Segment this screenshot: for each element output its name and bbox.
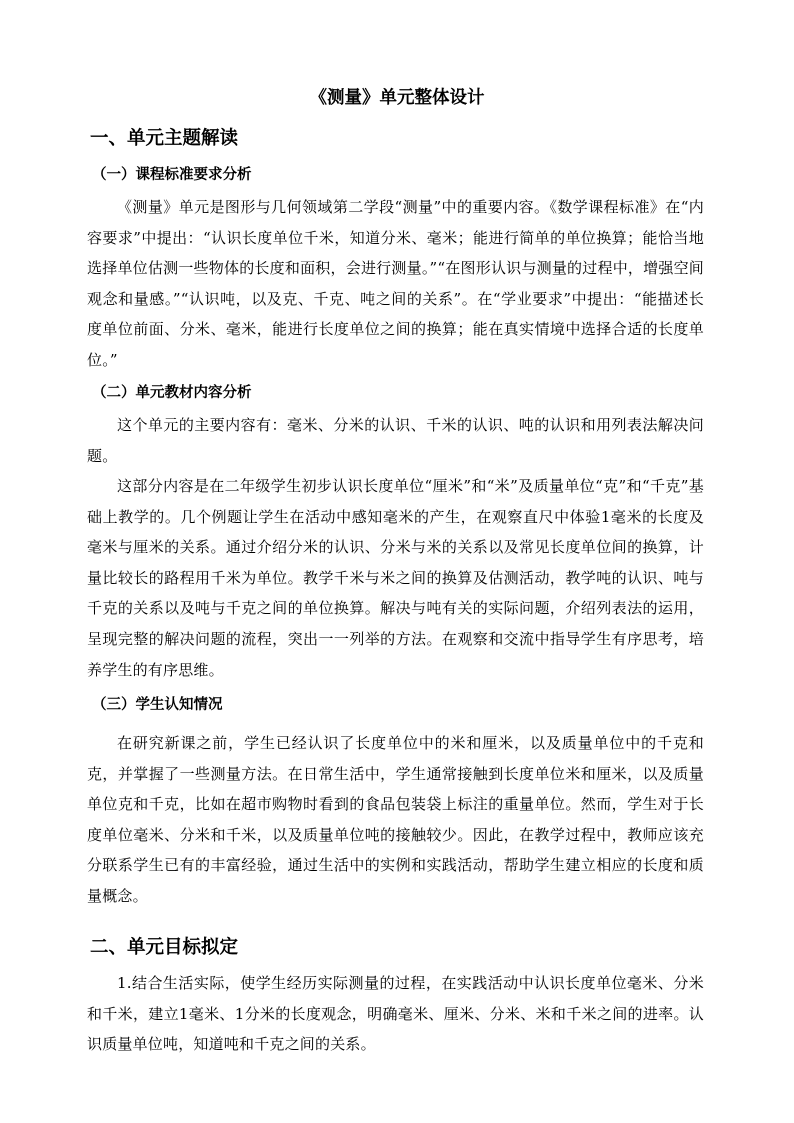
document-title: 《测量》单元整体设计 — [309, 88, 485, 108]
paragraph-textbook-content-2: 这部分内容是在二年级学生初步认识长度单位“厘米”和“米”及质量单位“克”和“千克”基础上教学的。几个例题让学生在活动中感知毫米的产生，在观察直尺中体验1毫米的长度及毫米与厘米的关系。通过介绍分米的认识、分米与米的关系以及常见长度单位间的换算，计量比较长的路程用千米为单位。教学千米与米之间的换算及估测活动，教学吨的认识、吨与千克的关系以及吨与千克之间的单位换算。解决与吨有关的实际问题，介绍列表法的运用，呈现完整的解决问题的流程，突出一一列举的方法。在观察和交流中指导学生有序思考，培养学生的有序思维。 — [87, 477, 704, 679]
subsection-heading-student-cognition: （三）学生认知情况 — [92, 697, 223, 713]
paragraph-textbook-content-1: 这个单元的主要内容有：毫米、分米的认识、千米的认识、吨的认识和用列表法解决问题。 — [87, 416, 704, 465]
section-heading-theme-interpretation: 一、单元主题解读 — [90, 128, 239, 149]
paragraph-curriculum-standards: 《测量》单元是图形与几何领域第二学段“测量”中的重要内容。《数学课程标准》在“内容要求”中提出：“认识长度单位千米，知道分米、毫米；能进行简单的单位换算；能恰当地选择单位估测一些物体的长度和面积，会进行测量。”“在图形认识与测量的过程中，增强空间观念和量感。”“认识吨，以及克、千克、吨之间的关系”。在“学业要求”中提出：“能描述长度单位前面、分米、毫米，能进行长度单位之间的换算；能在真实情境中选择合适的长度单位。” — [87, 198, 704, 369]
subsection-heading-curriculum-standards: （一）课程标准要求分析 — [92, 167, 252, 183]
subsection-heading-textbook-content: （二）单元教材内容分析 — [92, 385, 252, 401]
section-heading-unit-objectives: 二、单元目标拟定 — [90, 937, 239, 958]
objective-item-1: 1.结合生活实际，使学生经历实际测量的过程，在实践活动中认识长度单位毫米、分米和千米，建立1毫米、1分米的长度观念，明确毫米、厘米、分米、米和千米之间的进率。认识质量单位吨，知道吨和千克之间的关系。 — [87, 974, 704, 1054]
paragraph-student-cognition: 在研究新课之前，学生已经认识了长度单位中的米和厘米，以及质量单位中的千克和克，并掌握了一些测量方法。在日常生活中，学生通常接触到长度单位米和厘米，以及质量单位克和千克，比如在超市购物时看到的食品包装袋上标注的重量单位。然而，学生对于长度单位毫米、分米和千米，以及质量单位吨的接触较少。因此，在教学过程中，教师应该充分联系学生已有的丰富经验，通过生活中的实例和实践活动，帮助学生建立相应的长度和质量概念。 — [87, 734, 704, 905]
